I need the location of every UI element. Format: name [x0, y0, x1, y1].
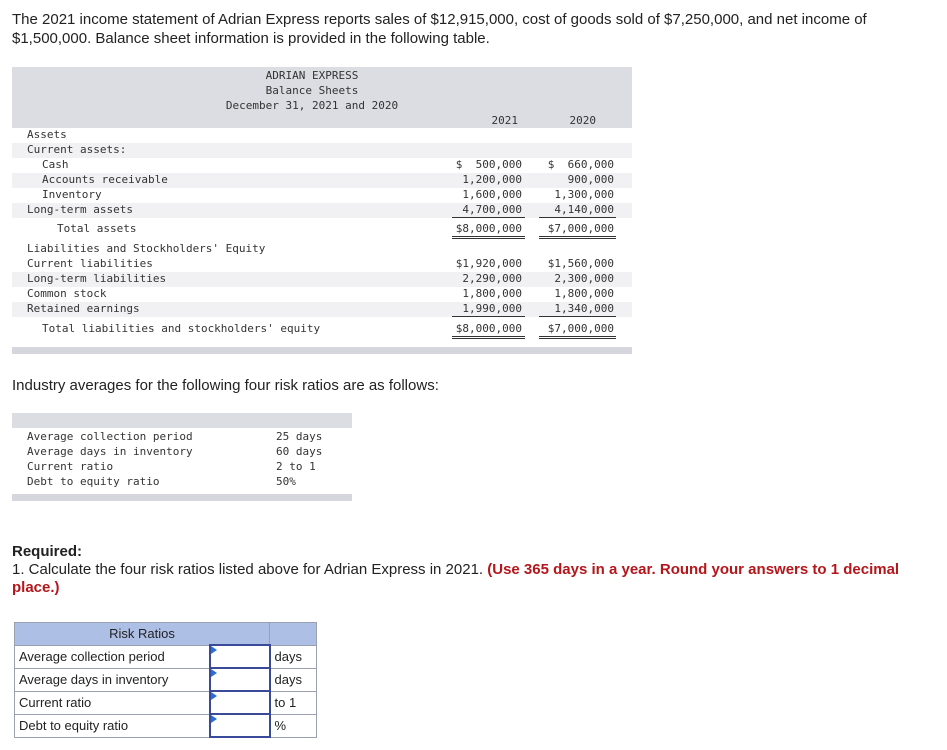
- industry-averages-table: [12, 413, 352, 501]
- unit-label: days: [270, 645, 317, 668]
- liabilities-heading: Liabilities and Stockholders' Equity: [27, 242, 266, 255]
- cl-2021: $1,920,000: [455, 257, 522, 270]
- risk-label: Average days in inventory: [15, 668, 210, 691]
- ar-2021: 1,200,000: [462, 173, 522, 186]
- flag-icon: [211, 669, 217, 677]
- answer-cell: [210, 714, 270, 737]
- cash-2021: $ 500,000: [455, 158, 522, 171]
- industry-label: Current ratio: [27, 460, 114, 473]
- unit-label: %: [270, 714, 317, 737]
- total-assets-2020: $7,000,000: [547, 222, 614, 235]
- row-label-total-liabilities-equity: Total liabilities and stockholders' equity: [42, 322, 321, 335]
- assets-heading: Assets: [27, 128, 67, 141]
- industry-averages-title: Industry averages for the following four risk ratios are as follows:: [12, 377, 439, 394]
- statement-title: Balance Sheets: [265, 84, 359, 97]
- required-section: [12, 543, 932, 597]
- row-label-retained-earnings: Retained earnings: [27, 302, 140, 315]
- balance-sheet: [12, 67, 632, 354]
- industry-label: Average days in inventory: [27, 445, 193, 458]
- answer-cell: [210, 691, 270, 714]
- industry-label: Average collection period: [27, 430, 193, 443]
- cash-2020: $ 660,000: [547, 158, 614, 171]
- tle-2020: $7,000,000: [547, 322, 614, 335]
- required-question: 1. Calculate the four risk ratios listed above for Adrian Express in 2021.: [12, 561, 488, 578]
- cs-2021: 1,800,000: [462, 287, 522, 300]
- tle-2021: $8,000,000: [455, 322, 522, 335]
- total-assets-2021: $8,000,000: [455, 222, 522, 235]
- double-underline: [452, 336, 525, 337]
- table-row: [15, 668, 317, 691]
- row-label-long-term-liabilities: Long-term liabilities: [27, 272, 167, 285]
- risk-label: Average collection period: [15, 645, 210, 668]
- industry-value: 60 days: [276, 445, 323, 458]
- double-underline: [539, 236, 616, 237]
- double-underline: [539, 336, 616, 337]
- required-instruction: (Use 365 days in a year. Round your answers to 1 decimal place.): [12, 561, 900, 596]
- risk-ratios-header: Risk Ratios: [15, 623, 270, 646]
- underline: [539, 316, 616, 317]
- column-header-2020: 2020: [569, 114, 596, 127]
- table-row: [15, 645, 317, 668]
- industry-value: 2 to 1: [276, 460, 316, 473]
- flag-icon: [211, 715, 217, 723]
- double-underline: [452, 338, 525, 339]
- risk-label: Debt to equity ratio: [15, 714, 210, 737]
- company-name: ADRIAN EXPRESS: [265, 69, 359, 82]
- risk-ratios-table: [14, 622, 317, 738]
- debt-to-equity-input[interactable]: [211, 715, 273, 736]
- answer-cell: [210, 668, 270, 691]
- ltl-2020: 2,300,000: [554, 272, 614, 285]
- double-underline: [539, 238, 616, 239]
- underline: [452, 217, 525, 218]
- table-row: [15, 714, 317, 737]
- column-header-2021: 2021: [491, 114, 518, 127]
- cl-2020: $1,560,000: [547, 257, 614, 270]
- underline: [539, 217, 616, 218]
- avg-days-inventory-input[interactable]: [211, 669, 273, 690]
- double-underline: [452, 236, 525, 237]
- industry-value: 50%: [276, 475, 296, 488]
- re-2021: 1,990,000: [462, 302, 522, 315]
- row-label-current-liabilities: Current liabilities: [27, 257, 153, 270]
- industry-label: Debt to equity ratio: [27, 475, 160, 488]
- table-row: [15, 691, 317, 714]
- cs-2020: 1,800,000: [554, 287, 614, 300]
- row-label-total-assets: Total assets: [57, 222, 137, 235]
- row-label-accounts-receivable: Accounts receivable: [42, 173, 168, 186]
- row-label-long-term-assets: Long-term assets: [27, 203, 133, 216]
- unit-label: to 1: [270, 691, 317, 714]
- avg-collection-period-input[interactable]: [211, 646, 273, 667]
- lta-2020: 4,140,000: [554, 203, 614, 216]
- row-label-common-stock: Common stock: [27, 287, 107, 300]
- double-underline: [539, 338, 616, 339]
- required-text: [12, 561, 932, 597]
- ar-2020: 900,000: [567, 173, 614, 186]
- double-underline: [452, 238, 525, 239]
- current-assets-heading: Current assets:: [27, 143, 127, 156]
- underline: [452, 316, 525, 317]
- inventory-2021: 1,600,000: [462, 188, 522, 201]
- ltl-2021: 2,290,000: [462, 272, 522, 285]
- inventory-2020: 1,300,000: [554, 188, 614, 201]
- required-heading: Required:: [12, 543, 83, 560]
- row-label-cash: Cash: [42, 158, 69, 171]
- problem-intro: The 2021 income statement of Adrian Express reports sales of $12,915,000, cost of goods sold of $7,250,000, and net income of $1,500,000. Balance sheet information is provided in the following table.: [12, 11, 867, 47]
- statement-date: December 31, 2021 and 2020: [225, 99, 399, 112]
- answer-cell: [210, 645, 270, 668]
- unit-label: days: [270, 668, 317, 691]
- industry-value: 25 days: [276, 430, 323, 443]
- flag-icon: [211, 692, 217, 700]
- re-2020: 1,340,000: [554, 302, 614, 315]
- lta-2021: 4,700,000: [462, 203, 522, 216]
- flag-icon: [211, 646, 217, 654]
- risk-label: Current ratio: [15, 691, 210, 714]
- row-label-inventory: Inventory: [42, 188, 102, 201]
- current-ratio-input[interactable]: [211, 692, 273, 713]
